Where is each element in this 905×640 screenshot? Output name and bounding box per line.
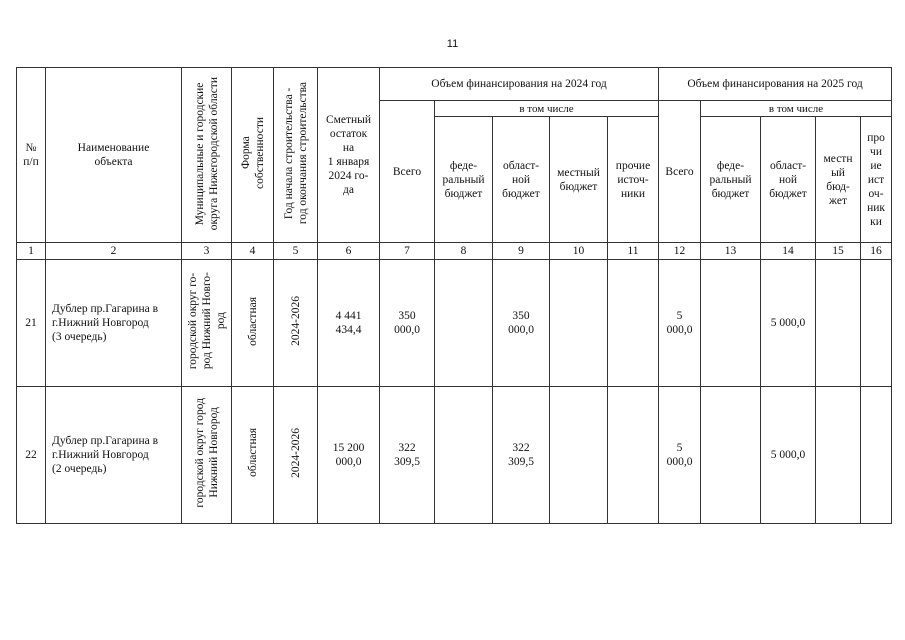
page-number: 11 xyxy=(446,38,459,50)
col-number: 6 xyxy=(318,243,380,260)
row-ownership xyxy=(232,386,274,523)
col-number: 16 xyxy=(861,243,892,260)
row-federal-2024 xyxy=(435,260,493,386)
row-estimate: 4 441 434,4 xyxy=(318,260,380,386)
header-total-2024: Всего xyxy=(380,101,435,243)
table-row xyxy=(17,260,892,386)
row-local-2024 xyxy=(550,260,608,386)
col-number: 14 xyxy=(761,243,816,260)
header-local-2024: местный бюджет xyxy=(550,117,608,243)
row-total-2025: 5 000,0 xyxy=(659,260,701,386)
header-federal-2025: феде- ральный бюджет xyxy=(701,117,761,243)
header-including-2024: в том числе xyxy=(435,101,659,117)
header-regional-2024: област- ной бюджет xyxy=(493,117,550,243)
row-local-2024 xyxy=(550,386,608,523)
header-including-2025: в том числе xyxy=(701,101,892,117)
table-row xyxy=(17,386,892,523)
col-number: 8 xyxy=(435,243,493,260)
col-number: 10 xyxy=(550,243,608,260)
row-total-2024: 322 309,5 xyxy=(380,386,435,523)
col-number: 3 xyxy=(182,243,232,260)
col-number: 7 xyxy=(380,243,435,260)
row-regional-2024: 322 309,5 xyxy=(493,386,550,523)
header-total-2025: Всего xyxy=(659,101,701,243)
header-fin-2025: Объем финансирования на 2025 год xyxy=(659,68,892,101)
row-ownership-text: областная xyxy=(246,296,259,346)
row-years xyxy=(274,260,318,386)
row-local-2025 xyxy=(816,260,861,386)
header-estimate: Сметный остаток на 1 января 2024 го- да xyxy=(318,68,380,243)
row-other-2024 xyxy=(608,386,659,523)
row-municipal xyxy=(182,260,232,386)
col-number: 15 xyxy=(816,243,861,260)
row-name: Дублер пр.Гагарина в г.Нижний Новгород (2 очередь) xyxy=(46,386,182,523)
financing-table xyxy=(16,67,892,524)
row-years-text: 2024-2026 xyxy=(289,296,302,346)
col-number: 11 xyxy=(608,243,659,260)
header-years xyxy=(274,68,318,243)
col-number: 12 xyxy=(659,243,701,260)
col-number: 1 xyxy=(17,243,46,260)
header-num: № п/п xyxy=(17,68,46,243)
row-num: 21 xyxy=(17,260,46,386)
header-federal-2024: феде- ральный бюджет xyxy=(435,117,493,243)
row-ownership xyxy=(232,260,274,386)
row-estimate: 15 200 000,0 xyxy=(318,386,380,523)
header-local-2025: местн ый бюд- жет xyxy=(816,117,861,243)
col-number: 13 xyxy=(701,243,761,260)
row-total-2024: 350 000,0 xyxy=(380,260,435,386)
header-name: Наименование объекта xyxy=(46,68,182,243)
header-municipal-text: Муниципальные и городские округа Нижегородской области xyxy=(193,76,220,230)
row-other-2024 xyxy=(608,260,659,386)
row-municipal-text: городской округ город Нижний Новгород xyxy=(193,398,220,508)
header-other-2024: прочие источ- ники xyxy=(608,117,659,243)
row-num: 22 xyxy=(17,386,46,523)
header-ownership xyxy=(232,68,274,243)
row-regional-2024: 350 000,0 xyxy=(493,260,550,386)
row-regional-2025: 5 000,0 xyxy=(761,260,816,386)
row-federal-2025 xyxy=(701,386,761,523)
row-other-2025 xyxy=(861,386,892,523)
header-regional-2025: област- ной бюджет xyxy=(761,117,816,243)
row-regional-2025: 5 000,0 xyxy=(761,386,816,523)
header-fin-2024: Объем финансирования на 2024 год xyxy=(380,68,659,101)
row-name: Дублер пр.Гагарина в г.Нижний Новгород (3 очередь) xyxy=(46,260,182,386)
col-number: 2 xyxy=(46,243,182,260)
col-number: 5 xyxy=(274,243,318,260)
col-number: 4 xyxy=(232,243,274,260)
row-municipal-text: городской округ го- род Нижний Новго- род xyxy=(186,272,227,370)
row-federal-2025 xyxy=(701,260,761,386)
column-numbers-row xyxy=(17,243,892,260)
header-years-text: Год начала строительства - год окончания строительства xyxy=(282,82,309,225)
row-total-2025: 5 000,0 xyxy=(659,386,701,523)
header-ownership-text: Форма собственности xyxy=(239,117,266,190)
row-local-2025 xyxy=(816,386,861,523)
row-ownership-text: областная xyxy=(246,428,259,478)
row-years-text: 2024-2026 xyxy=(289,427,302,478)
header-municipal xyxy=(182,68,232,243)
row-years xyxy=(274,386,318,523)
col-number: 9 xyxy=(493,243,550,260)
row-other-2025 xyxy=(861,260,892,386)
row-federal-2024 xyxy=(435,386,493,523)
header-other-2025: про чи ие ист оч- ник ки xyxy=(861,117,892,243)
row-municipal xyxy=(182,386,232,523)
